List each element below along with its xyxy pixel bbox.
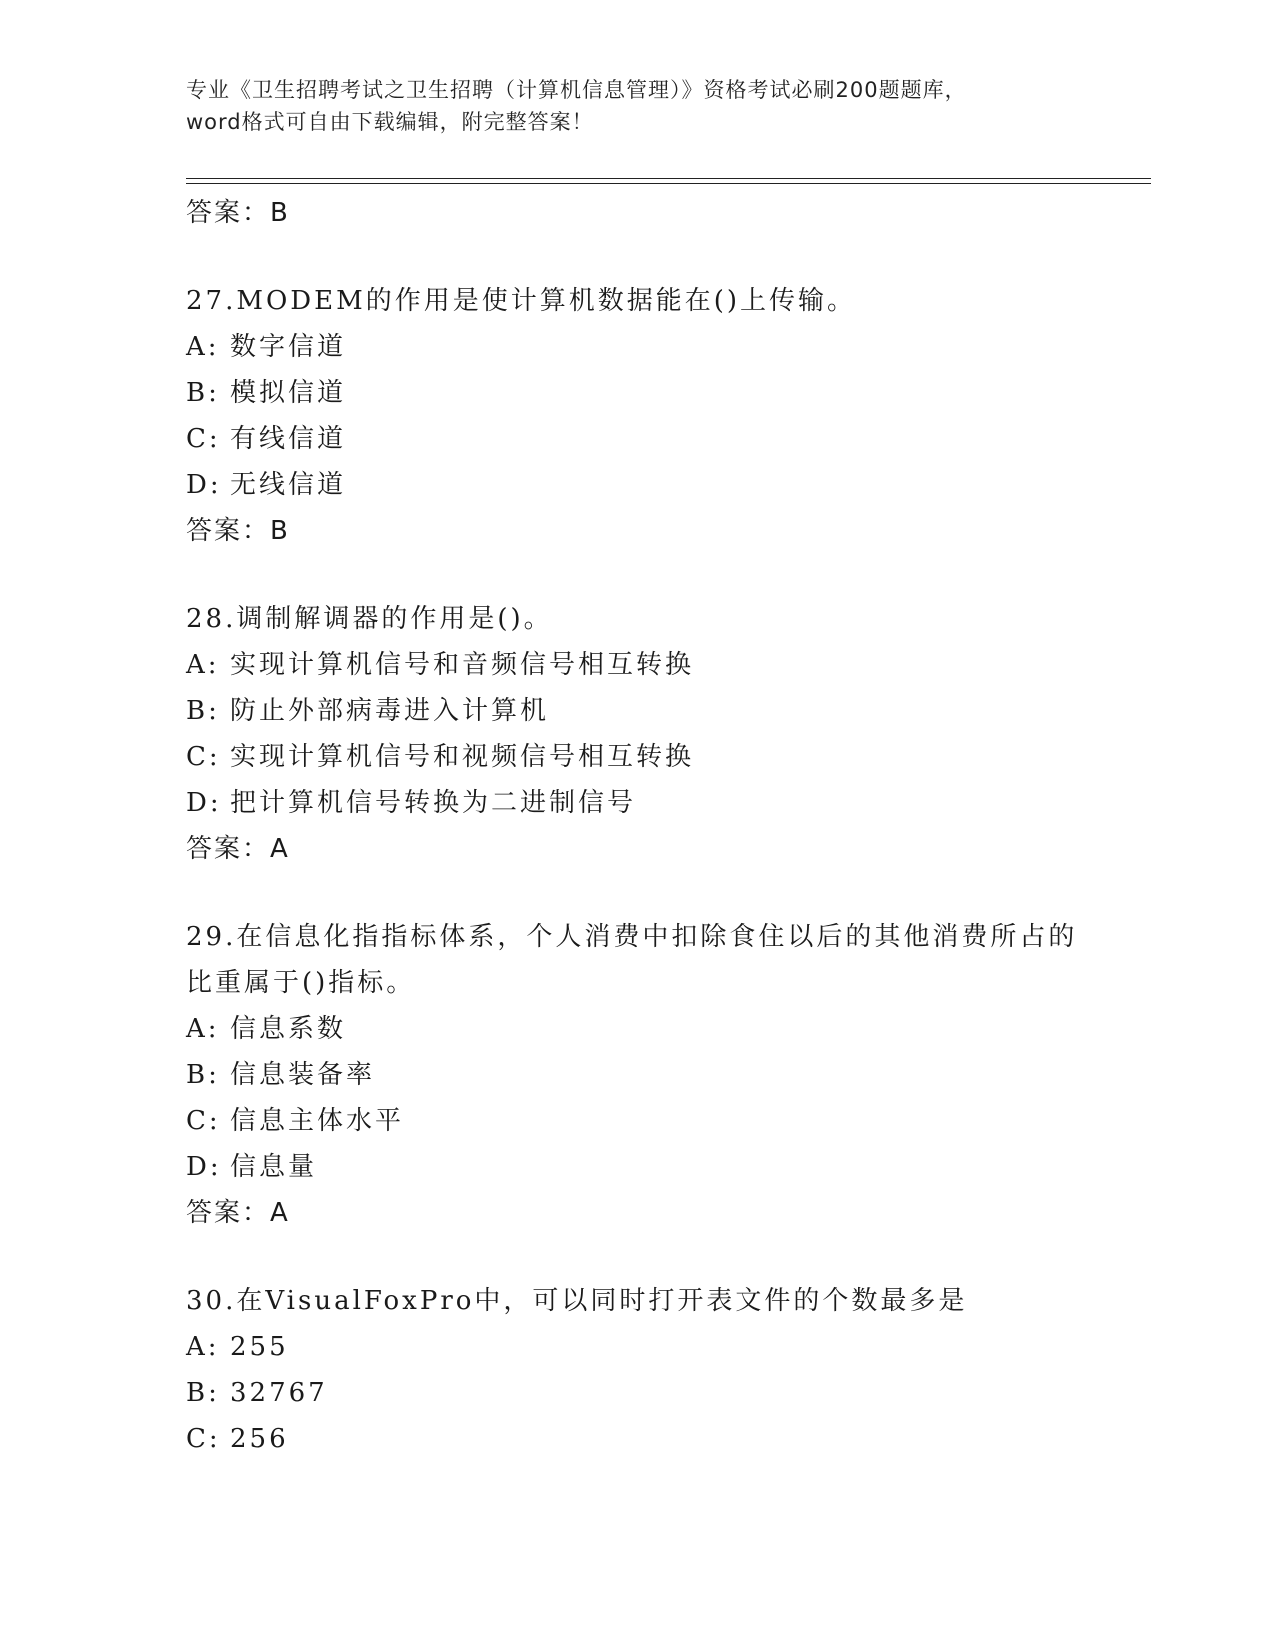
question-text: 28.调制解调器的作用是()。	[186, 604, 553, 634]
document-header	[186, 74, 1086, 138]
option-c	[186, 1098, 1106, 1144]
option-key: C:	[186, 1106, 221, 1136]
option-b	[186, 1370, 1106, 1416]
option-b	[186, 688, 1106, 734]
answer-label: 答案：B	[186, 198, 290, 228]
question-text: 27.MODEM的作用是使计算机数据能在()上传输。	[186, 286, 857, 316]
option-key: A:	[186, 1014, 220, 1044]
option-text: 实现计算机信号和音频信号相互转换	[230, 650, 695, 680]
option-text: 模拟信道	[230, 378, 347, 408]
answer-label: 答案：A	[186, 834, 290, 864]
option-key: A:	[186, 650, 220, 680]
option-a	[186, 1006, 1106, 1052]
option-key: C:	[186, 424, 221, 454]
option-a	[186, 1324, 1106, 1370]
question-stem	[186, 914, 1106, 1006]
question-stem	[186, 278, 1106, 324]
question-text-continued: 比重属于()指标。	[186, 968, 416, 998]
header-divider-bottom	[186, 183, 1151, 184]
option-text: 信息主体水平	[230, 1106, 405, 1136]
option-text: 信息装备率	[230, 1060, 376, 1090]
option-key: B:	[186, 378, 220, 408]
question-text: 30.在VisualFoxPro中，可以同时打开表文件的个数最多是	[186, 1286, 968, 1316]
option-text: 信息量	[230, 1152, 318, 1182]
option-key: B:	[186, 696, 220, 726]
option-text: 256	[230, 1424, 289, 1454]
option-key: D:	[186, 788, 222, 818]
option-c	[186, 1416, 1106, 1462]
option-key: B:	[186, 1060, 220, 1090]
option-key: C:	[186, 1424, 221, 1454]
option-text: 有线信道	[230, 424, 347, 454]
option-text: 32767	[230, 1378, 328, 1408]
option-c	[186, 416, 1106, 462]
question-item	[186, 278, 1106, 554]
option-text: 信息系数	[230, 1014, 347, 1044]
option-key: A:	[186, 332, 220, 362]
option-text: 无线信道	[230, 470, 347, 500]
option-d	[186, 780, 1106, 826]
option-b	[186, 1052, 1106, 1098]
option-key: C:	[186, 742, 221, 772]
question-list	[186, 190, 1106, 1504]
option-text: 255	[230, 1332, 289, 1362]
option-key: D:	[186, 470, 222, 500]
option-text: 把计算机信号转换为二进制信号	[230, 788, 637, 818]
option-text: 防止外部病毒进入计算机	[230, 696, 550, 726]
option-d	[186, 462, 1106, 508]
answer-label: 答案：A	[186, 1198, 290, 1228]
option-a	[186, 324, 1106, 370]
option-key: B:	[186, 1378, 220, 1408]
question-item	[186, 596, 1106, 872]
header-title-line-1: 专业《卫生招聘考试之卫生招聘（计算机信息管理）》资格考试必刷200题题库，	[186, 78, 967, 102]
answer-label: 答案：B	[186, 516, 290, 546]
question-text: 29.在信息化指指标体系，个人消费中扣除食住以后的其他消费所占的	[186, 922, 1078, 952]
header-divider-top	[186, 178, 1151, 179]
question-stem	[186, 596, 1106, 642]
option-a	[186, 642, 1106, 688]
option-key: A:	[186, 1332, 220, 1362]
option-b	[186, 370, 1106, 416]
question-item	[186, 914, 1106, 1236]
header-title-line-2: word格式可自由下载编辑，附完整答案！	[186, 110, 594, 134]
option-key: D:	[186, 1152, 222, 1182]
option-text: 数字信道	[230, 332, 347, 362]
option-text: 实现计算机信号和视频信号相互转换	[230, 742, 695, 772]
option-d	[186, 1144, 1106, 1190]
question-stem	[186, 1278, 1106, 1324]
question-item	[186, 1278, 1106, 1462]
option-c	[186, 734, 1106, 780]
